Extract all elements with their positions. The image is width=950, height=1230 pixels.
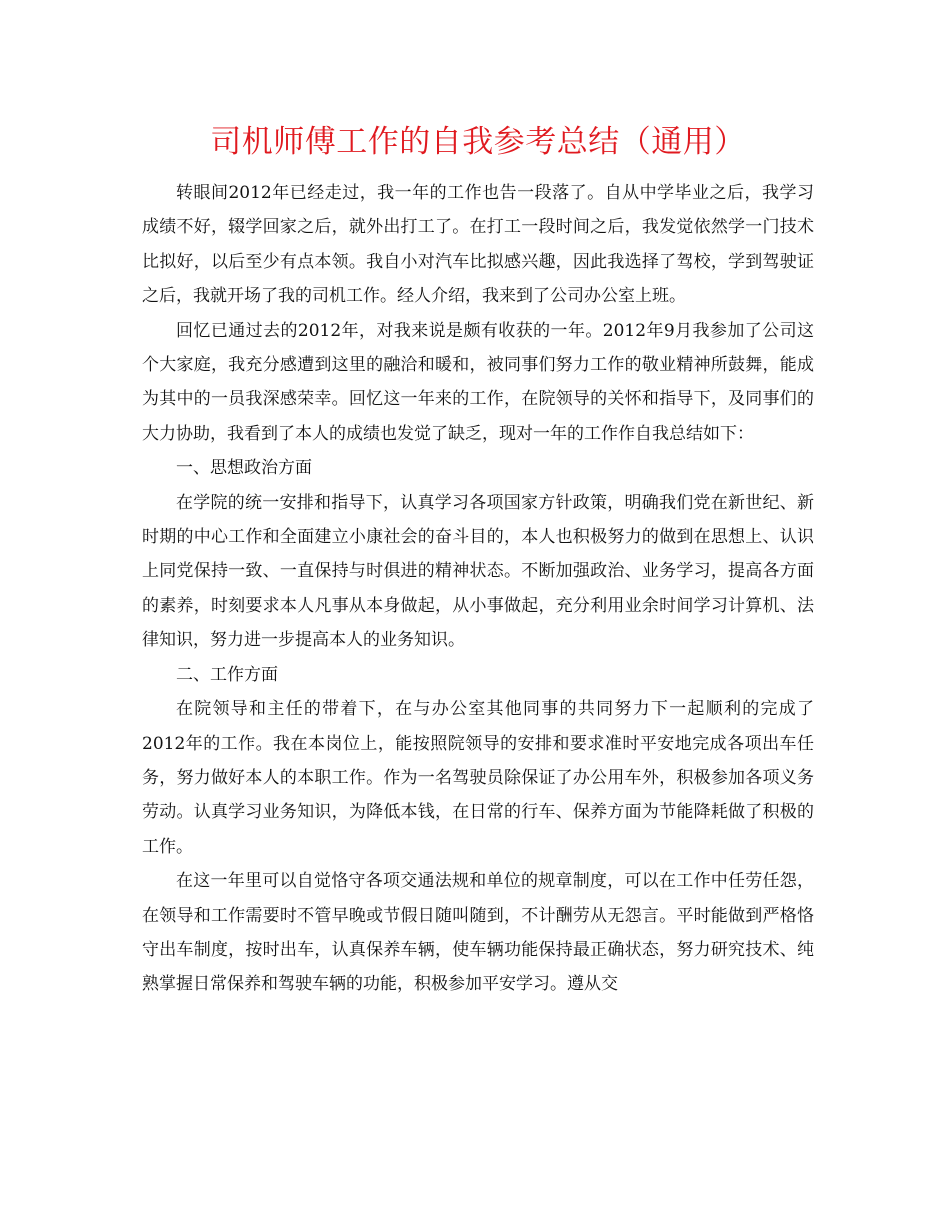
document-page <box>142 118 814 1002</box>
section-heading-political: 一、思想政治方面 <box>176 458 312 479</box>
paragraph-discipline: 在这一年里可以自觉恪守各项交通法规和单位的规章制度，可以在工作中任劳任怨，在领导和工作需要时不管早晚或节假日随叫随到，不计酬劳从无怨言。平时能做到严格恪守出车制度，按时出车，认真保养车辆，使车辆功能保持最正确状态，努力研究技术、纯熟掌握日常保养和驾驶车辆的功能，积极参加平安学习。遵从交 <box>142 871 814 995</box>
paragraph-intro: 转眼间2012年已经走过，我一年的工作也告一段落了。自从中学毕业之后，我学习成绩不好，辍学回家之后，就外出打工了。在打工一段时间之后，我发觉依然学一门技术比拟好，以后至少有点本领。我自小对汽车比拟感兴趣，因此我选择了驾校，学到驾驶证之后，我就开场了我的司机工作。经人介绍，我来到了公司办公室上班。 <box>142 183 814 307</box>
section-heading-work: 二、工作方面 <box>176 664 278 685</box>
document-title: 司机师傅工作的自我参考总结（通用） <box>210 124 746 160</box>
paragraph-review: 回忆已通过去的2012年，对我来说是颇有收获的一年。2012年9月我参加了公司这个大家庭，我充分感遭到这里的融洽和暖和，被同事们努力工作的敬业精神所鼓舞，能成为其中的一员我深感荣幸。回忆这一年来的工作，在院领导的关怀和指导下，及同事们的大力协助，我看到了本人的成绩也发觉了缺乏，现对一年的工作作自我总结如下： <box>142 320 814 444</box>
paragraph-political: 在学院的统一安排和指导下，认真学习各项国家方针政策，明确我们党在新世纪、新时期的中心工作和全面建立小康社会的奋斗目的，本人也积极努力的做到在思想上、认识上同党保持一致、一直保持与时俱进的精神状态。不断加强政治、业务学习，提高各方面的素养，时刻要求本人凡事从本身做起，从小事做起，充分利用业余时间学习计算机、法律知识，努力进一步提高本人的业务知识。 <box>142 492 814 651</box>
paragraph-work: 在院领导和主任的带着下，在与办公室其他同事的共同努力下一起顺利的完成了2012年的工作。我在本岗位上，能按照院领导的安排和要求准时平安地完成各项出车任务，努力做好本人的本职工作。作为一名驾驶员除保证了办公用车外，积极参加各项义务劳动。认真学习业务知识，为降低本钱，在日常的行车、保养方面为节能降耗做了积极的工作。 <box>142 699 814 857</box>
